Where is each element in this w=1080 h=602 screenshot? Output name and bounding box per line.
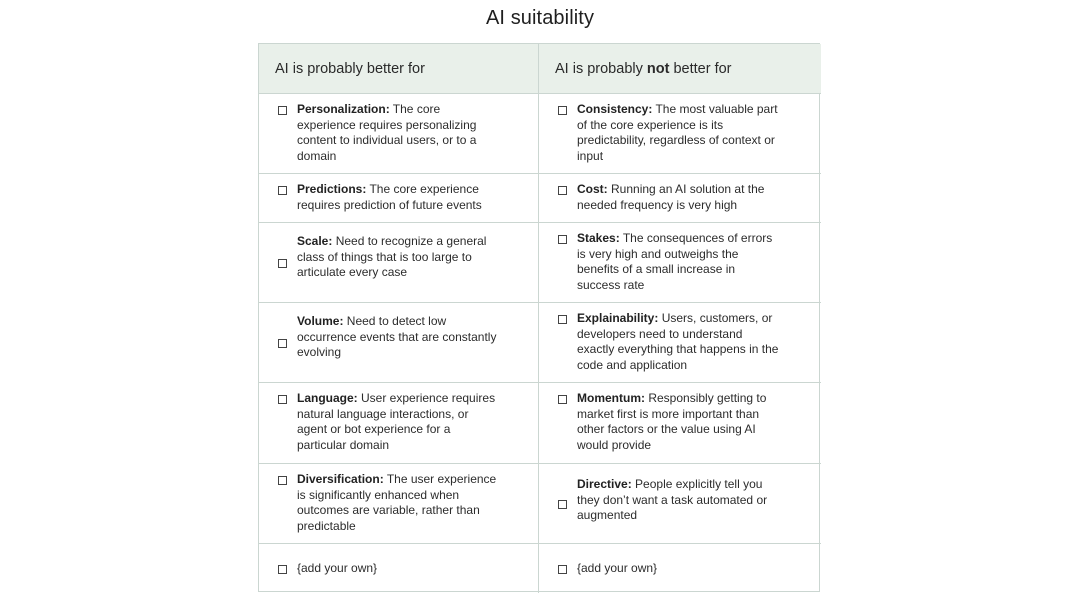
list-item: [539, 544, 821, 593]
checkbox[interactable]: [278, 106, 287, 115]
item-term: Directive:: [577, 477, 632, 492]
item-text: The user experience is significantly enhanced when outcomes are variable, rather than predictable: [297, 472, 497, 533]
item-term: Cost:: [577, 182, 608, 196]
item-text: Responsibly getting to market first is more important than other factors or the value using AI would provide: [577, 391, 767, 452]
item-term: Scale:: [297, 234, 333, 249]
checkbox[interactable]: [558, 235, 567, 244]
item-term: Stakes:: [577, 231, 620, 245]
item-text: The most valuable part of the core experience is its predictability, regardless of context or input: [577, 102, 778, 163]
item-term: Predictions:: [297, 182, 367, 196]
list-item: [259, 94, 539, 174]
list-item: [539, 94, 821, 174]
item-text: Running an AI solution at the needed frequency is very high: [577, 182, 765, 212]
checkbox[interactable]: [558, 106, 567, 115]
item-text: The core experience requires personalizing content to individual users, or to a domain: [297, 102, 477, 163]
checkbox[interactable]: [558, 186, 567, 195]
list-item: [539, 464, 821, 544]
checkbox[interactable]: [558, 395, 567, 404]
list-item: [259, 223, 539, 303]
list-item: [539, 303, 821, 383]
checkbox[interactable]: [278, 565, 287, 574]
list-item: [539, 383, 821, 464]
item-text: {add your own}: [577, 560, 658, 575]
list-item: [259, 174, 539, 223]
header-better-for-label: AI is probably better for: [275, 60, 425, 77]
list-item: [539, 174, 821, 223]
item-term: Personalization:: [297, 102, 390, 116]
list-item: [259, 544, 539, 593]
page-title: AI suitability: [485, 7, 595, 29]
checkbox[interactable]: [278, 259, 287, 268]
header-not-bold: not: [646, 60, 670, 77]
item-term: Volume:: [297, 314, 344, 329]
item-text: User experience requires natural language interactions, or agent or bot experience for a particular domain: [297, 391, 496, 452]
suitability-table: [258, 43, 820, 592]
item-text: Need to recognize a general class of things that is too large to articulate every case: [297, 234, 487, 280]
item-text: Users, customers, or developers need to understand exactly everything that happens in the code and application: [577, 311, 779, 372]
checkbox[interactable]: [558, 315, 567, 324]
checkbox[interactable]: [278, 395, 287, 404]
item-term: Momentum:: [577, 391, 645, 405]
checkbox[interactable]: [278, 339, 287, 348]
list-item: [259, 464, 539, 544]
item-term: Diversification:: [297, 472, 384, 486]
item-text: {add your own}: [297, 560, 378, 575]
item-text: People explicitly tell you they don’t want a task automated or augmented: [577, 477, 768, 523]
checkbox[interactable]: [558, 565, 567, 574]
list-item: [539, 223, 821, 303]
checkbox[interactable]: [278, 476, 287, 485]
item-text: Need to detect low occurrence events that are constantly evolving: [297, 314, 497, 360]
item-term: Explainability:: [577, 311, 659, 325]
checkbox[interactable]: [558, 500, 567, 509]
item-term: Language:: [297, 391, 358, 405]
item-text: The consequences of errors is very high and outweighs the benefits of a small increase in success rate: [577, 231, 773, 292]
header-not-suffix: better for: [669, 60, 732, 77]
list-item: [259, 303, 539, 383]
header-not-better-for: [539, 44, 821, 94]
header-better-for: [259, 44, 539, 94]
list-item: [259, 383, 539, 464]
checkbox[interactable]: [278, 186, 287, 195]
item-term: Consistency:: [577, 102, 653, 116]
header-not-prefix: AI is probably: [555, 60, 647, 77]
item-text: The core experience requires prediction of future events: [297, 182, 482, 212]
